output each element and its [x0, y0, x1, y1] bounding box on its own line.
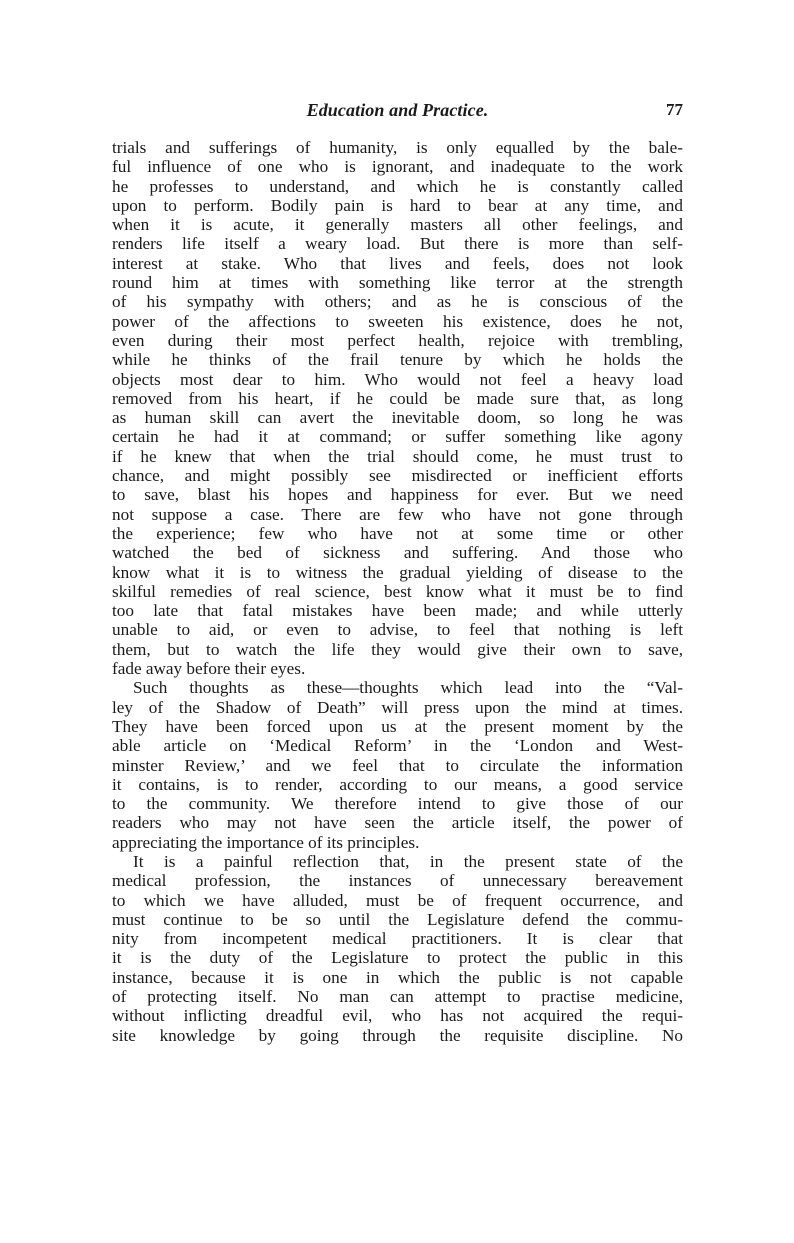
- text-line: to which we have alluded, must be of frequent occurrence, and: [112, 890, 683, 910]
- text-line: watched the bed of sickness and suffering. And those who: [112, 543, 683, 563]
- running-title: Education and Practice.: [306, 100, 489, 120]
- text-line: not suppose a case. There are few who have not gone through: [112, 504, 683, 524]
- text-line: ful influence of one who is ignorant, and inadequate to the work: [112, 157, 683, 177]
- text-line: site knowledge by going through the requisite discipline. No: [112, 1025, 683, 1045]
- text-line: power of the affections to sweeten his existence, does he not,: [112, 311, 683, 331]
- text-line: unable to aid, or even to advise, to feel that nothing is left: [112, 620, 683, 640]
- text-line: They have been forced upon us at the present moment by the: [112, 716, 683, 736]
- text-line: trials and sufferings of humanity, is only equalled by the bale-: [112, 138, 683, 157]
- text-line: minster Review,’ and we feel that to circulate the information: [112, 755, 683, 775]
- text-line: fade away before their eyes.: [112, 659, 306, 679]
- text-line: know what it is to witness the gradual yielding of disease to the: [112, 562, 683, 582]
- text-line: renders life itself a weary load. But there is more than self-: [112, 234, 683, 254]
- text-line: readers who may not have seen the article itself, the power of: [112, 813, 683, 833]
- text-line: ley of the Shadow of Death” will press upon the mind at times.: [112, 697, 683, 717]
- page-number: 77: [666, 100, 683, 119]
- text-line: upon to perform. Bodily pain is hard to bear at any time, and: [112, 195, 683, 215]
- text-line: skilful remedies of real science, best know what it must be to find: [112, 581, 683, 601]
- text-line: medical profession, the instances of unnecessary bereavement: [112, 871, 683, 891]
- text-line: of protecting itself. No man can attempt to practise medicine,: [112, 987, 683, 1007]
- text-line: instance, because it is one in which the public is not capable: [112, 967, 683, 987]
- text-line: while he thinks of the frail tenure by which he holds the: [112, 350, 683, 370]
- text-line: round him at times with something like terror at the strength: [112, 273, 683, 293]
- text-line: too late that fatal mistakes have been made; and while utterly: [112, 601, 683, 621]
- text-line: them, but to watch the life they would give their own to save,: [112, 639, 683, 659]
- text-line: interest at stake. Who that lives and feels, does not look: [112, 253, 683, 273]
- text-line: certain he had it at command; or suffer something like agony: [112, 427, 683, 447]
- text-line: it contains, is to render, according to our means, a good service: [112, 774, 683, 794]
- text-line: when it is acute, it generally masters all other feelings, and: [112, 215, 683, 235]
- text-line: appreciating the importance of its principles.: [112, 832, 420, 852]
- text-line: he professes to understand, and which he is constantly called: [112, 176, 683, 196]
- text-line: it is the duty of the Legislature to protect the public in this: [112, 948, 683, 968]
- text-line: nity from incompetent medical practitioners. It is clear that: [112, 929, 683, 949]
- running-head: [112, 100, 683, 124]
- text-line: as human skill can avert the inevitable doom, so long he was: [112, 408, 683, 428]
- paragraph-1: [112, 138, 683, 678]
- paragraph-2: [112, 678, 683, 852]
- paragraph-3: [112, 852, 683, 1045]
- text-line: removed from his heart, if he could be made sure that, as long: [112, 388, 683, 408]
- text-line: Such thoughts as these—thoughts which lead into the “Val-: [133, 678, 683, 698]
- text-line: without inflicting dreadful evil, who has not acquired the requi-: [112, 1006, 683, 1026]
- text-line: even during their most perfect health, rejoice with trembling,: [112, 330, 683, 350]
- text-line: the experience; few who have not at some time or other: [112, 523, 683, 543]
- text-line: It is a painful reflection that, in the present state of the: [133, 851, 683, 871]
- text-line: if he knew that when the trial should come, he must trust to: [112, 446, 683, 466]
- text-line: objects most dear to him. Who would not feel a heavy load: [112, 369, 683, 389]
- text-line: chance, and might possibly see misdirected or inefficient efforts: [112, 466, 683, 486]
- text-line: able article on ‘Medical Reform’ in the ‘London and West-: [112, 736, 683, 756]
- text-line: to save, blast his hopes and happiness for ever. But we need: [112, 485, 683, 505]
- text-line: of his sympathy with others; and as he is conscious of the: [112, 292, 683, 312]
- text-line: must continue to be so until the Legislature defend the commu-: [112, 909, 683, 929]
- body-text: [112, 138, 683, 1045]
- text-line: to the community. We therefore intend to give those of our: [112, 794, 683, 814]
